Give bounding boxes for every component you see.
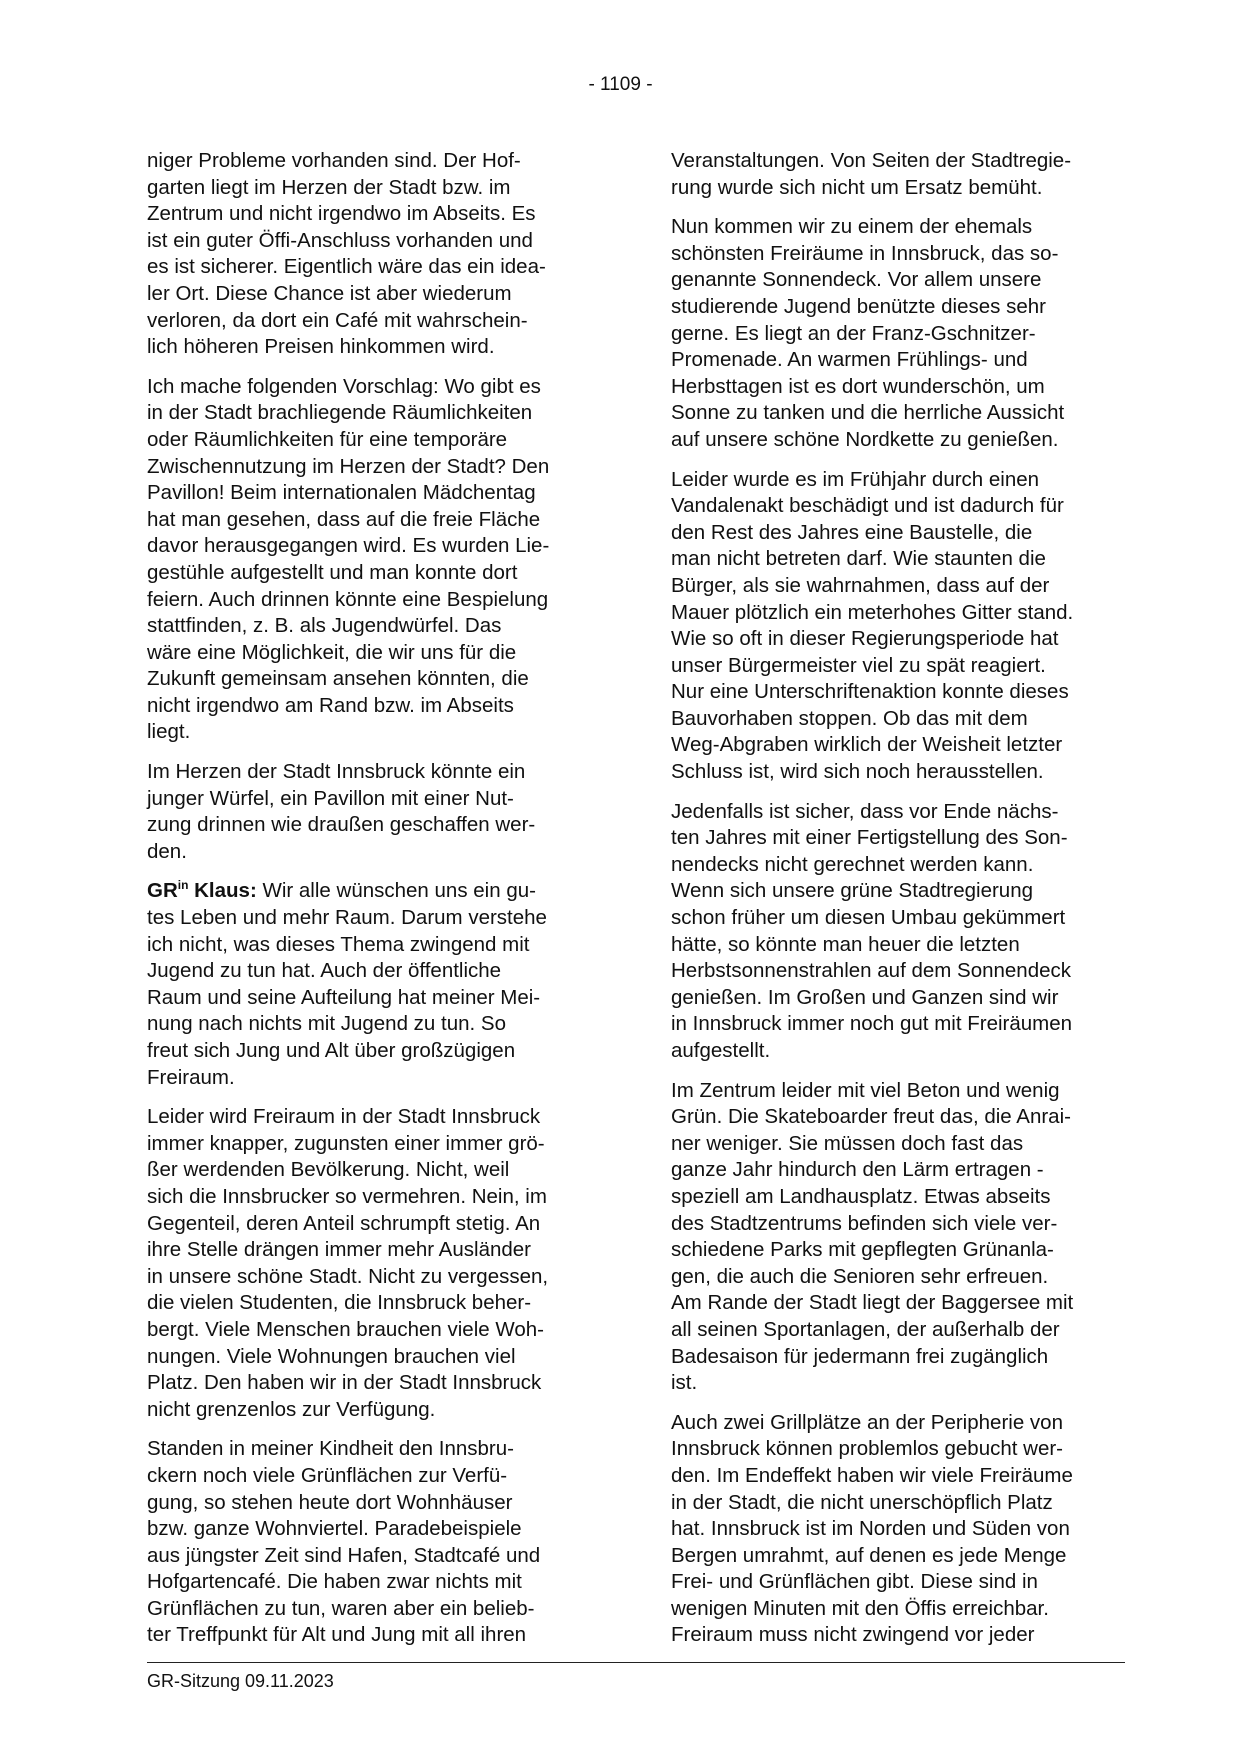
text-line: feiern. Auch drinnen könnte eine Bespielung bbox=[147, 587, 549, 611]
text-line: nung nach nichts mit Jugend zu tun. So bbox=[147, 1012, 506, 1036]
paragraph bbox=[147, 759, 607, 865]
text-line: Hofgartencafé. Die haben zwar nichts mit bbox=[147, 1570, 522, 1594]
text-line: Ich mache folgenden Vorschlag: Wo gibt es bbox=[147, 374, 541, 398]
text-line: Zentrum und nicht irgendwo im Abseits. Es bbox=[147, 202, 536, 226]
paragraph bbox=[147, 148, 607, 361]
text-line: Mauer plötzlich ein meterhohes Gitter stand. bbox=[671, 600, 1074, 624]
footer-session-date: GR-Sitzung 09.11.2023 bbox=[147, 1671, 334, 1691]
text-line: ten Jahres mit einer Fertigstellung des Son- bbox=[671, 826, 1068, 850]
text-line: Sonne zu tanken und die herrliche Aussicht bbox=[671, 401, 1065, 425]
text-line: es ist sicherer. Eigentlich wäre das ein idea- bbox=[147, 255, 546, 279]
text-line: immer knapper, zugunsten einer immer grö- bbox=[147, 1131, 545, 1155]
footer-divider bbox=[147, 1662, 1125, 1663]
text-line: ßer werdenden Bevölkerung. Nicht, weil bbox=[147, 1158, 510, 1182]
paragraph bbox=[671, 1410, 1131, 1649]
text-line: Promenade. An warmen Frühlings- und bbox=[671, 348, 1028, 372]
text-line: Im Herzen der Stadt Innsbruck könnte ein bbox=[147, 760, 526, 784]
text-line: studierende Jugend benützte dieses sehr bbox=[671, 294, 1046, 318]
text-line: ler Ort. Diese Chance ist aber wiederum bbox=[147, 281, 512, 305]
text-line: niger Probleme vorhanden sind. Der Hof- bbox=[147, 149, 521, 172]
text-line: junger Würfel, ein Pavillon mit einer Nut- bbox=[147, 786, 514, 810]
text-line: Grünflächen zu tun, waren aber ein belieb- bbox=[147, 1596, 535, 1620]
text-line: hat man gesehen, dass auf die freie Fläche bbox=[147, 507, 541, 531]
text-line: sich die Innsbrucker so vermehren. Nein, im bbox=[147, 1184, 547, 1208]
text-line: genannte Sonnendeck. Vor allem unsere bbox=[671, 268, 1042, 292]
text-line: Herbsttagen ist es dort wunderschön, um bbox=[671, 374, 1045, 398]
text-line: Frei- und Grünflächen gibt. Diese sind in bbox=[671, 1570, 1038, 1594]
text-line: ner weniger. Sie müssen doch fast das bbox=[671, 1131, 1024, 1155]
text-line: nicht irgendwo am Rand bzw. im Abseits bbox=[147, 693, 514, 717]
speaker-title-suffix: in bbox=[177, 878, 189, 893]
text-line: hat. Innsbruck ist im Norden und Süden von bbox=[671, 1517, 1070, 1541]
paragraph bbox=[671, 799, 1131, 1065]
text-line: Nun kommen wir zu einem der ehemals bbox=[671, 215, 1033, 239]
left-column bbox=[147, 148, 607, 1662]
text-line: man nicht betreten darf. Wie staunten die bbox=[671, 547, 1046, 571]
text-line: ich nicht, was dieses Thema zwingend mit bbox=[147, 932, 530, 956]
text-line: genießen. Im Großen und Ganzen sind wir bbox=[671, 985, 1059, 1009]
text-line: ckern noch viele Grünflächen zur Verfü- bbox=[147, 1463, 508, 1487]
text-line: den. Im Endeffekt haben wir viele Freiräume bbox=[671, 1463, 1073, 1487]
text-line: Zwischennutzung im Herzen der Stadt? Den bbox=[147, 454, 550, 478]
page-number: - 1109 - bbox=[588, 74, 653, 95]
text-line: in unsere schöne Stadt. Nicht zu vergessen, bbox=[147, 1264, 549, 1288]
speaker-title: GR bbox=[147, 879, 178, 903]
line-text: Wir alle wünschen uns ein gu- bbox=[256, 879, 536, 903]
text-line: stattfinden, z. B. als Jugendwürfel. Das bbox=[147, 614, 502, 638]
text-line: Freiraum. bbox=[147, 1065, 235, 1089]
text-line: gen, die auch die Senioren sehr erfreuen. bbox=[671, 1264, 1049, 1288]
text-line: in der Stadt, die nicht unerschöpflich Platz bbox=[671, 1490, 1053, 1514]
text-line: gung, so stehen heute dort Wohnhäuser bbox=[147, 1490, 513, 1514]
text-line: Auch zwei Grillplätze an der Peripherie von bbox=[671, 1410, 1063, 1434]
text-line: wäre eine Möglichkeit, die wir uns für die bbox=[147, 640, 517, 664]
text-line: bzw. ganze Wohnviertel. Paradebeispiele bbox=[147, 1517, 522, 1541]
text-line bbox=[147, 878, 607, 905]
text-line: Herbstsonnenstrahlen auf dem Sonnendeck bbox=[671, 959, 1072, 983]
text-line: schönsten Freiräume in Innsbruck, das so- bbox=[671, 241, 1059, 265]
text-line: wenigen Minuten mit den Öffis erreichbar. bbox=[671, 1596, 1049, 1620]
text-line: in der Stadt brachliegende Räumlichkeiten bbox=[147, 401, 533, 425]
right-column bbox=[671, 148, 1131, 1662]
text-line: verloren, da dort ein Café mit wahrschein- bbox=[147, 308, 528, 332]
text-line: Bürger, als sie wahrnahmen, dass auf der bbox=[671, 573, 1050, 597]
text-line: freut sich Jung und Alt über großzügigen bbox=[147, 1039, 516, 1062]
text-line: nendecks nicht gerechnet werden kann. bbox=[671, 852, 1034, 876]
text-line: Pavillon! Beim internationalen Mädchentag bbox=[147, 481, 536, 505]
paragraph bbox=[147, 1436, 607, 1649]
text-line: Vandalenakt beschädigt und ist dadurch für bbox=[671, 494, 1064, 518]
text-line: Veranstaltungen. Von Seiten der Stadtregie- bbox=[671, 149, 1072, 172]
text-line: Wenn sich unsere grüne Stadtregierung bbox=[671, 879, 1034, 903]
text-line: all seinen Sportanlagen, der außerhalb der bbox=[671, 1317, 1060, 1341]
text-line: schiedene Parks mit gepflegten Grünanla- bbox=[671, 1238, 1054, 1262]
text-line: garten liegt im Herzen der Stadt bzw. im bbox=[147, 175, 511, 199]
paragraph bbox=[147, 878, 607, 1091]
text-line: liegt. bbox=[147, 720, 191, 744]
text-line: Am Rande der Stadt liegt der Baggersee mit bbox=[671, 1291, 1074, 1315]
text-line: die vielen Studenten, die Innsbruck beher- bbox=[147, 1291, 532, 1315]
text-line: Zukunft gemeinsam ansehen könnten, die bbox=[147, 667, 529, 691]
speaker-name bbox=[147, 879, 257, 902]
text-line: ist. bbox=[671, 1371, 698, 1395]
text-line: Bergen umrahmt, auf denen es jede Menge bbox=[671, 1543, 1067, 1567]
text-line: davor herausgegangen wird. Es wurden Lie- bbox=[147, 534, 550, 558]
text-line: aus jüngster Zeit sind Hafen, Stadtcafé und bbox=[147, 1543, 541, 1567]
text-line: Jedenfalls ist sicher, dass vor Ende nächs- bbox=[671, 799, 1059, 823]
text-line: aufgestellt. bbox=[671, 1039, 771, 1062]
text-line: Freiraum muss nicht zwingend vor jeder bbox=[671, 1623, 1035, 1647]
text-line: Raum und seine Aufteilung hat meiner Mei- bbox=[147, 985, 541, 1009]
text-line: in Innsbruck immer noch gut mit Freiräumen bbox=[671, 1012, 1073, 1036]
text-line: Leider wird Freiraum in der Stadt Innsbruck bbox=[147, 1105, 541, 1129]
text-line: des Stadtzentrums befinden sich viele ver- bbox=[671, 1211, 1058, 1235]
text-line: hätte, so könnte man heuer die letzten bbox=[671, 932, 1020, 956]
text-line: zung drinnen wie draußen geschaffen wer- bbox=[147, 813, 536, 837]
text-line: Jugend zu tun hat. Auch der öffentliche bbox=[147, 959, 502, 983]
text-line: gerne. Es liegt an der Franz-Gschnitzer- bbox=[671, 321, 1036, 345]
text-line: Gegenteil, deren Anteil schrumpft stetig. An bbox=[147, 1211, 541, 1235]
text-line: bergt. Viele Menschen brauchen viele Woh- bbox=[147, 1317, 544, 1341]
text-line: Im Zentrum leider mit viel Beton und wenig bbox=[671, 1078, 1060, 1102]
text-line: Wie so oft in dieser Regierungsperiode hat bbox=[671, 627, 1059, 651]
paragraph bbox=[671, 1078, 1131, 1397]
text-line: ganze Jahr hindurch den Lärm ertragen - bbox=[671, 1158, 1044, 1182]
text-line: Standen in meiner Kindheit den Innsbru- bbox=[147, 1437, 514, 1461]
text-line: rung wurde sich nicht um Ersatz bemüht. bbox=[671, 175, 1043, 199]
text-line: gestühle aufgestellt und man konnte dort bbox=[147, 560, 518, 584]
text-line: Schluss ist, wird sich noch herausstellen. bbox=[671, 760, 1044, 784]
speaker-surname: Klaus: bbox=[188, 879, 257, 903]
text-line: oder Räumlichkeiten für eine temporäre bbox=[147, 427, 508, 451]
text-line: ist ein guter Öffi-Anschluss vorhanden und bbox=[147, 228, 533, 252]
text-line: Badesaison für jedermann frei zugänglich bbox=[671, 1344, 1049, 1368]
text-line: nicht grenzenlos zur Verfügung. bbox=[147, 1397, 436, 1421]
text-line: auf unsere schöne Nordkette zu genießen. bbox=[671, 427, 1059, 451]
paragraph bbox=[671, 148, 1131, 201]
text-line: Weg-Abgraben wirklich der Weisheit letzter bbox=[671, 733, 1063, 757]
text-line: tes Leben und mehr Raum. Darum verstehe bbox=[147, 906, 547, 930]
paragraph bbox=[147, 374, 607, 746]
text-line: schon früher um diesen Umbau gekümmert bbox=[671, 906, 1066, 930]
text-line: lich höheren Preisen hinkommen wird. bbox=[147, 335, 495, 359]
paragraph bbox=[147, 1104, 607, 1423]
text-line: nungen. Viele Wohnungen brauchen viel bbox=[147, 1344, 516, 1368]
text-line: Grün. Die Skateboarder freut das, die Anrai- bbox=[671, 1105, 1071, 1129]
text-line: ihre Stelle drängen immer mehr Ausländer bbox=[147, 1238, 531, 1262]
text-line: den Rest des Jahres eine Baustelle, die bbox=[671, 520, 1033, 544]
text-line: Platz. Den haben wir in der Stadt Innsbruck bbox=[147, 1371, 542, 1395]
text-line: Nur eine Unterschriftenaktion konnte dieses bbox=[671, 680, 1069, 704]
text-line: Leider wurde es im Frühjahr durch einen bbox=[671, 467, 1040, 491]
text-line: Bauvorhaben stoppen. Ob das mit dem bbox=[671, 706, 1028, 730]
text-line: Innsbruck können problemlos gebucht wer- bbox=[671, 1437, 1063, 1461]
paragraph bbox=[671, 467, 1131, 786]
paragraph bbox=[671, 214, 1131, 453]
text-line: den. bbox=[147, 839, 187, 863]
text-line: unser Bürgermeister viel zu spät reagiert. bbox=[671, 653, 1046, 677]
text-line: ter Treffpunkt für Alt und Jung mit all ihren bbox=[147, 1623, 527, 1647]
text-line: speziell am Landhausplatz. Etwas abseits bbox=[671, 1184, 1051, 1208]
